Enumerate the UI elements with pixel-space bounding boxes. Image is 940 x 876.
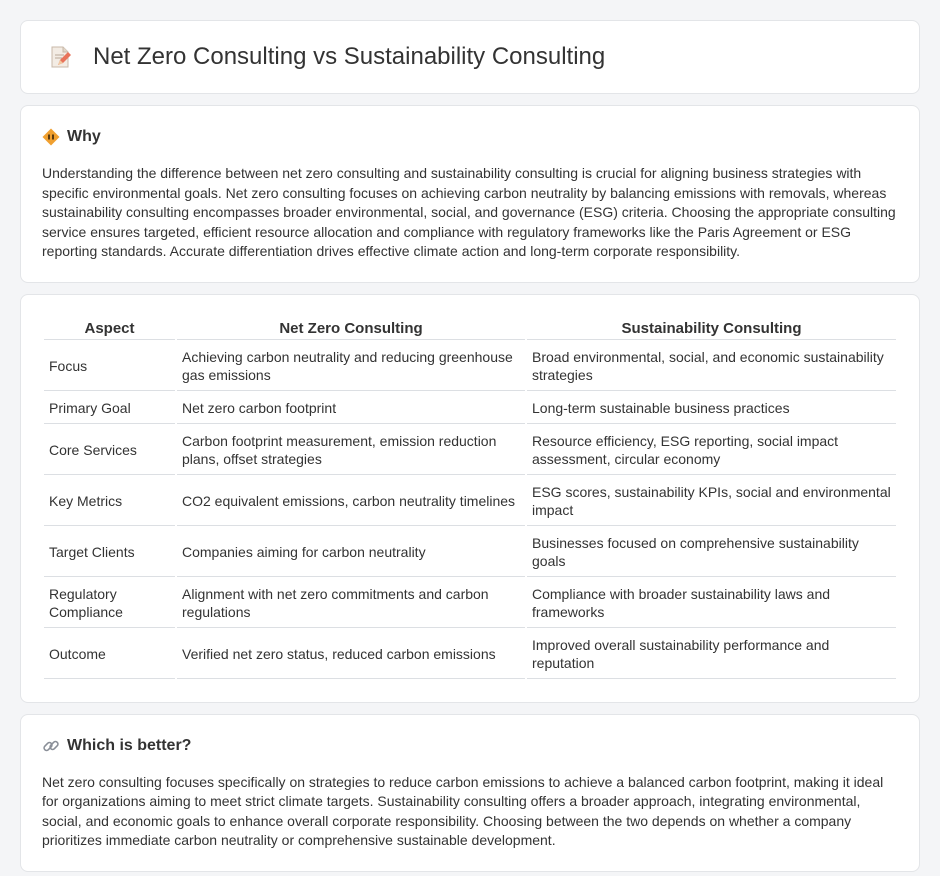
page-title: Net Zero Consulting vs Sustainability Consulting (93, 43, 606, 70)
why-text: Understanding the difference between net zero consulting and sustainability consulting is crucial for aligning business strategies with specific environmental goals. Net zero consulting focuses on achieving carbon neutrality by balancing emissions with removals, whereas sustainability consulting encompasses broader environmental, social, and governance (ESG) criteria. Choosing the appropriate consulting service ensures targeted, efficient resource allocation and compliance with regulatory frameworks like the Paris Agreement or ESG reporting standards. Accurate differentiation drives effective climate action and long-term corporate responsibility. (42, 165, 896, 259)
cell-net-zero: Verified net zero status, reduced carbon emissions (177, 630, 525, 679)
cell-net-zero: Companies aiming for carbon neutrality (177, 528, 525, 577)
cell-net-zero: Achieving carbon neutrality and reducing greenhouse gas emissions (177, 342, 525, 391)
table-header-row (44, 319, 896, 340)
header-aspect: Aspect (44, 319, 175, 340)
cell-sustainability: Resource efficiency, ESG reporting, social impact assessment, circular economy (527, 426, 896, 475)
why-section (20, 105, 920, 283)
why-heading (42, 128, 898, 146)
cell-aspect: Key Metrics (44, 477, 175, 526)
comparison-section (20, 294, 920, 703)
cell-net-zero: Net zero carbon footprint (177, 393, 525, 424)
table-row (44, 477, 896, 526)
cell-sustainability: Compliance with broader sustainability laws and frameworks (527, 579, 896, 628)
cell-sustainability: Improved overall sustainability performance and reputation (527, 630, 896, 679)
cell-net-zero: CO2 equivalent emissions, carbon neutrality timelines (177, 477, 525, 526)
table-row (44, 579, 896, 628)
cell-aspect: Target Clients (44, 528, 175, 577)
cell-sustainability: Long-term sustainable business practices (527, 393, 896, 424)
cell-aspect: Outcome (44, 630, 175, 679)
table-row (44, 342, 896, 391)
diamond-sign-icon (42, 128, 60, 146)
cell-aspect: Primary Goal (44, 393, 175, 424)
cell-sustainability: Broad environmental, social, and economic sustainability strategies (527, 342, 896, 391)
cell-aspect: Regulatory Compliance (44, 579, 175, 628)
cell-sustainability: ESG scores, sustainability KPIs, social and environmental impact (527, 477, 896, 526)
cell-net-zero: Alignment with net zero commitments and carbon regulations (177, 579, 525, 628)
table-row (44, 630, 896, 679)
cell-sustainability: Businesses focused on comprehensive sustainability goals (527, 528, 896, 577)
table-row (44, 393, 896, 424)
header-sustainability: Sustainability Consulting (527, 319, 896, 340)
document-pencil-icon (47, 44, 73, 70)
link-icon (42, 737, 60, 755)
comparison-table (42, 317, 898, 681)
why-title: Why (67, 128, 101, 145)
cell-net-zero: Carbon footprint measurement, emission reduction plans, offset strategies (177, 426, 525, 475)
header-card (20, 20, 920, 94)
cell-aspect: Focus (44, 342, 175, 391)
table-row (44, 528, 896, 577)
cell-aspect: Core Services (44, 426, 175, 475)
better-text: Net zero consulting focuses specifically on strategies to reduce carbon emissions to achieve a balanced carbon footprint, making it ideal for organizations aiming to meet strict climate targets. Sustainability consulting offers a broader approach, integrating environmental, social, and economic goals to enhance overall corporate responsibility. Choosing between the two depends on whether a company prioritizes immediate carbon neutrality or comprehensive sustainable development. (42, 773, 884, 848)
better-section (20, 714, 920, 872)
better-heading (42, 737, 898, 755)
header-net-zero: Net Zero Consulting (177, 319, 525, 340)
better-title: Which is better? (67, 736, 192, 754)
table-row (44, 426, 896, 475)
